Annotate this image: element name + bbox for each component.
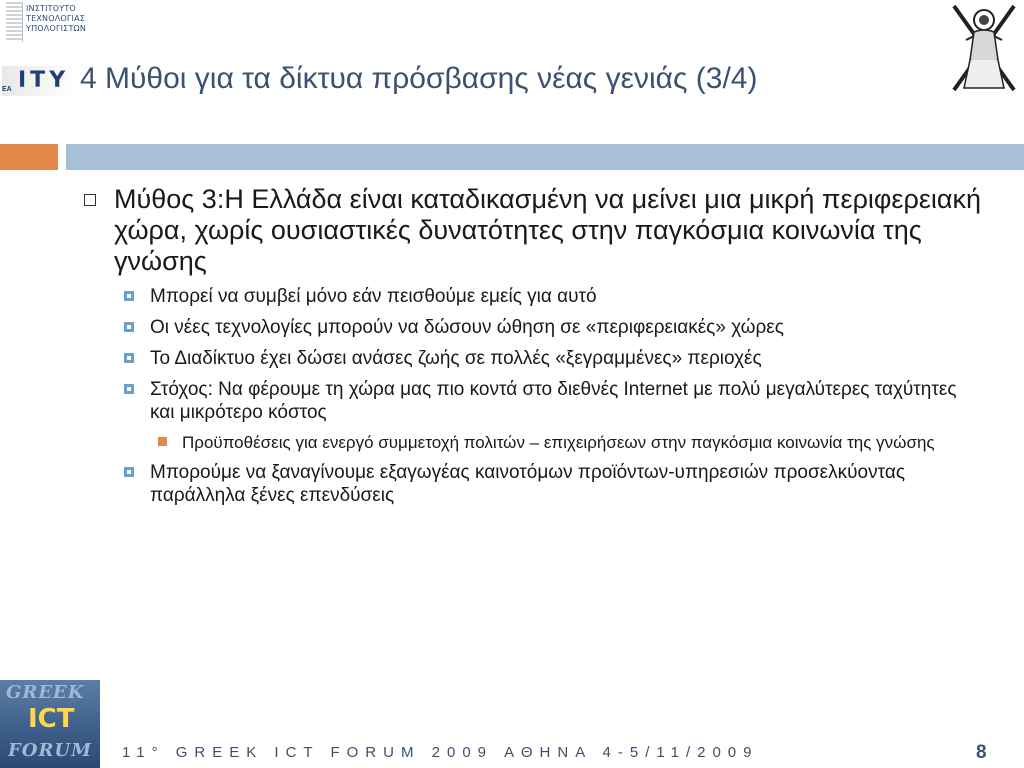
sub-bullet [84, 316, 984, 339]
crest-icon [6, 2, 23, 42]
sub-bullet [84, 378, 984, 424]
sub-bullet-text: Το Διαδίκτυο έχει δώσει ανάσες ζωής σε πολλές «ξεγραμμένες» περιοχές [150, 348, 762, 369]
greek-ict-forum-logo [0, 680, 100, 768]
logo-word-forum: FORUM [8, 740, 93, 761]
main-bullet-text: Μύθος 3:Η Ελλάδα είναι καταδικασμένη να μείνει μια μικρή περιφερειακή χώρα, χωρίς ουσιαστικές δυνατότητες στην παγκόσμια κοινωνία της γνώσης [114, 184, 981, 276]
slide-body [84, 184, 984, 507]
ity-badge [2, 66, 78, 96]
sub-bullet-text: Στόχος: Να φέρουμε τη χώρα μας πιο κοντά στο διεθνές Internet με πολύ μεγαλύτερες ταχύτητες και μικρότερο κόστος [150, 379, 957, 423]
sub-sub-bullet [84, 432, 984, 453]
blue-square-bullet-icon [124, 353, 134, 363]
logo-word-greek: GREEK [6, 682, 85, 703]
institute-name: ΙΝΣΤΙΤΟΥΤΟ ΤΕΧΝΟΛΟΓΙΑΣ ΥΠΟΛΟΓΙΣΤΩΝ [26, 4, 87, 33]
institute-crest-block [6, 2, 87, 46]
sub-bullet-text: Οι νέες τεχνολογίες μπορούν να δώσουν ώθηση σε «περιφερειακές» χώρες [150, 317, 784, 338]
ity-wordmark: ΙΤΥ [18, 68, 70, 93]
main-bullet [84, 184, 984, 277]
slide-title: 4 Μύθοι για τα δίκτυα πρόσβασης νέας γενιάς (3/4) [80, 62, 758, 95]
ity-prefix: ΕΑ [2, 86, 12, 93]
saint-emblem-icon [944, 0, 1024, 96]
blue-square-bullet-icon [124, 384, 134, 394]
blue-square-bullet-icon [124, 322, 134, 332]
sub-bullet [84, 461, 984, 507]
page-number: 8 [976, 742, 987, 763]
hollow-square-bullet-icon [84, 194, 96, 206]
accent-bar-orange [0, 144, 58, 170]
blue-square-bullet-icon [124, 467, 134, 477]
sub-bullet [84, 347, 984, 370]
footer-event-text: 11° GREEK ICT FORUM 2009 ΑΘΗΝΑ 4-5/11/2009 [122, 744, 759, 761]
sub-bullet-text: Μπορούμε να ξαναγίνουμε εξαγωγέας καινοτόμων προϊόντων-υπηρεσιών προσελκύοντας παράλληλα ξένες επενδύσεις [150, 462, 905, 506]
orange-square-bullet-icon [158, 437, 167, 446]
logo-word-ict: ICT [28, 704, 75, 734]
institute-logo [0, 0, 87, 96]
blue-square-bullet-icon [124, 291, 134, 301]
sub-bullet-text: Μπορεί να συμβεί μόνο εάν πεισθούμε εμείς για αυτό [150, 286, 597, 307]
sub-sub-bullet-text: Προϋποθέσεις για ενεργό συμμετοχή πολιτών – επιχειρήσεων στην παγκόσμια κοινωνία της γνώσης [182, 433, 935, 452]
sub-bullet [84, 285, 984, 308]
accent-bar-blue [66, 144, 1024, 170]
